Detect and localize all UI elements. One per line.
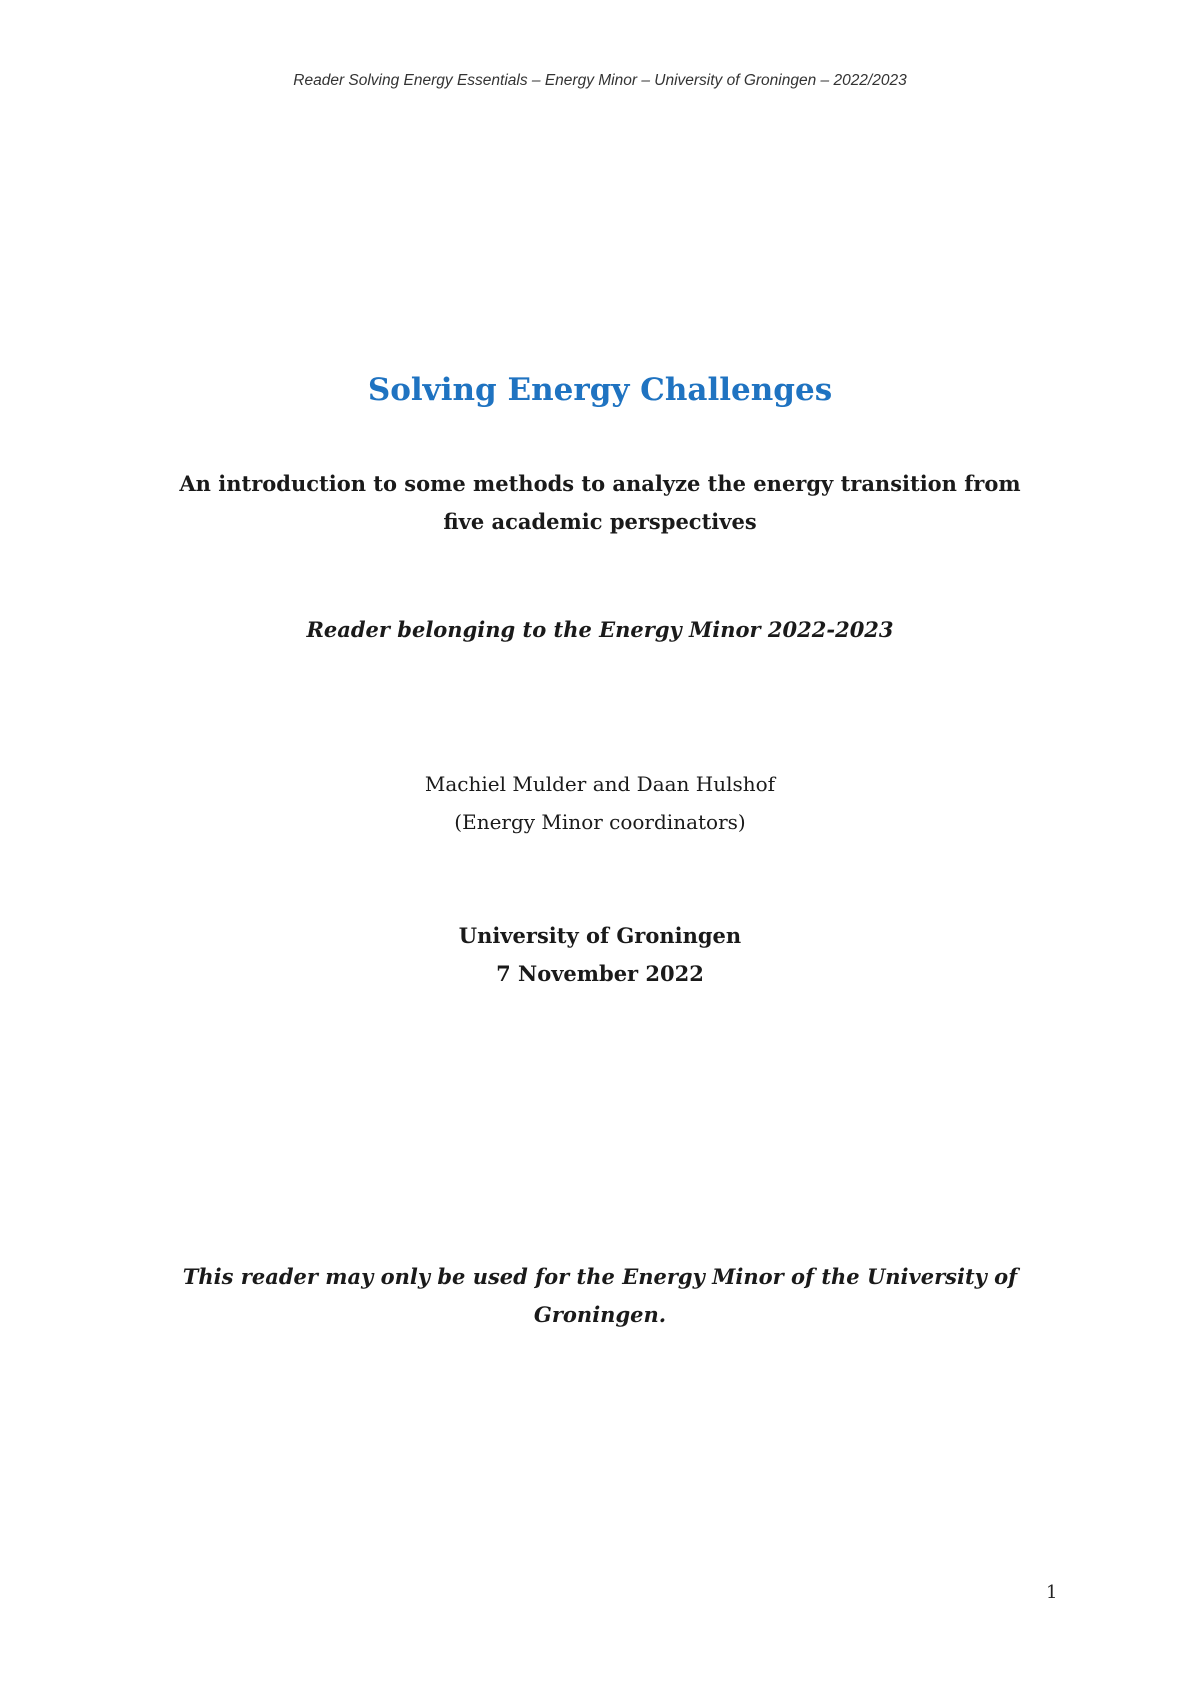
institution-name: University of Groningen (458, 923, 742, 948)
publication-date: 7 November 2022 (496, 961, 704, 986)
document-subtitle: An introduction to some methods to analyze the energy transition from five academic perspectives (179, 471, 1021, 534)
author-role: (Energy Minor coordinators) (454, 810, 746, 834)
page-number: 1 (1046, 1582, 1058, 1603)
usage-note: This reader may only be used for the Energy Minor of the University of Groningen. (182, 1264, 1018, 1327)
document-title: Solving Energy Challenges (367, 372, 833, 408)
author-block (0, 765, 1200, 841)
reader-note: Reader belonging to the Energy Minor 2022-2023 (306, 617, 894, 642)
running-header: Reader Solving Energy Essentials – Energy Minor – University of Groningen – 2022/2023 (293, 72, 907, 89)
author-names: Machiel Mulder and Daan Hulshof (424, 772, 776, 796)
institution-block (0, 917, 1200, 993)
